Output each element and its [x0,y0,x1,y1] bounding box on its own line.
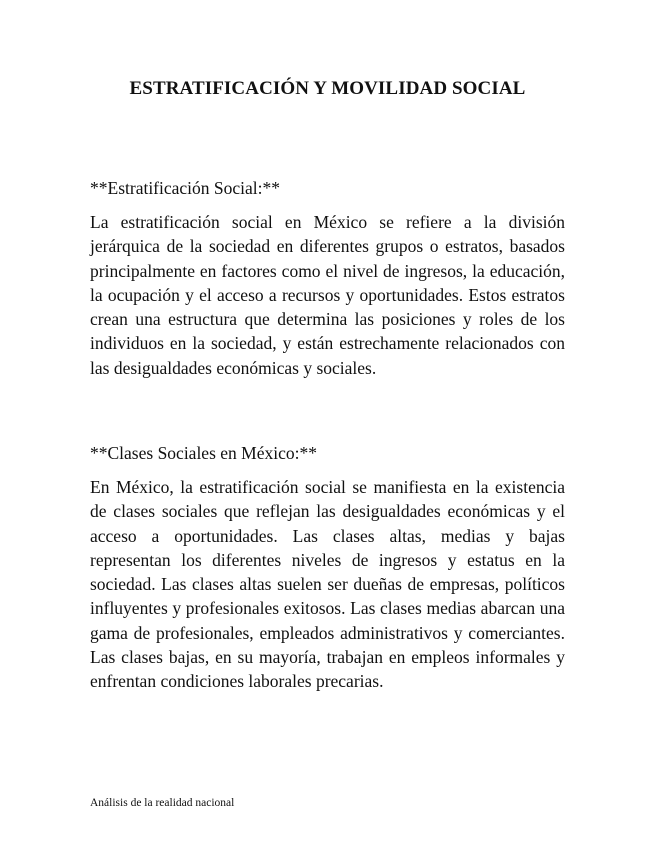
section-clases-sociales [90,442,565,694]
section-heading: **Clases Sociales en México:** [90,443,317,463]
section-paragraph: En México, la estratificación social se manifiesta en la existencia de clases sociales que reflejan las desigualdades económicas y el acceso a oportunidades. Las clases altas, medias y bajas representan los diferentes niveles de ingresos y estatus en la sociedad. Las clases altas suelen ser dueñas de empresas, políticos influyentes y profesionales exitosos. Las clases medias abarcan una gama de profesionales, empleados administrativos y comerciantes. Las clases bajas, en su mayoría, trabajan en empleos informales y enfrentan condiciones laborales precarias. [90,477,565,692]
page-title: ESTRATIFICACIÓN Y MOVILIDAD SOCIAL [129,78,526,99]
page-footer: Análisis de la realidad nacional [90,797,235,809]
section-estratificacion-social [90,177,565,380]
section-paragraph: La estratificación social en México se refiere a la división jerárquica de la sociedad en diferentes grupos o estratos, basados principalmente en factores como el nivel de ingresos, la educación, la ocupación y el acceso a recursos y oportunidades. Estos estratos crean una estructura que determina las posiciones y roles de los individuos en la sociedad, y están estrechamente relacionados con las desigualdades económicas y sociales. [90,212,565,378]
section-heading: **Estratificación Social:** [90,178,281,198]
